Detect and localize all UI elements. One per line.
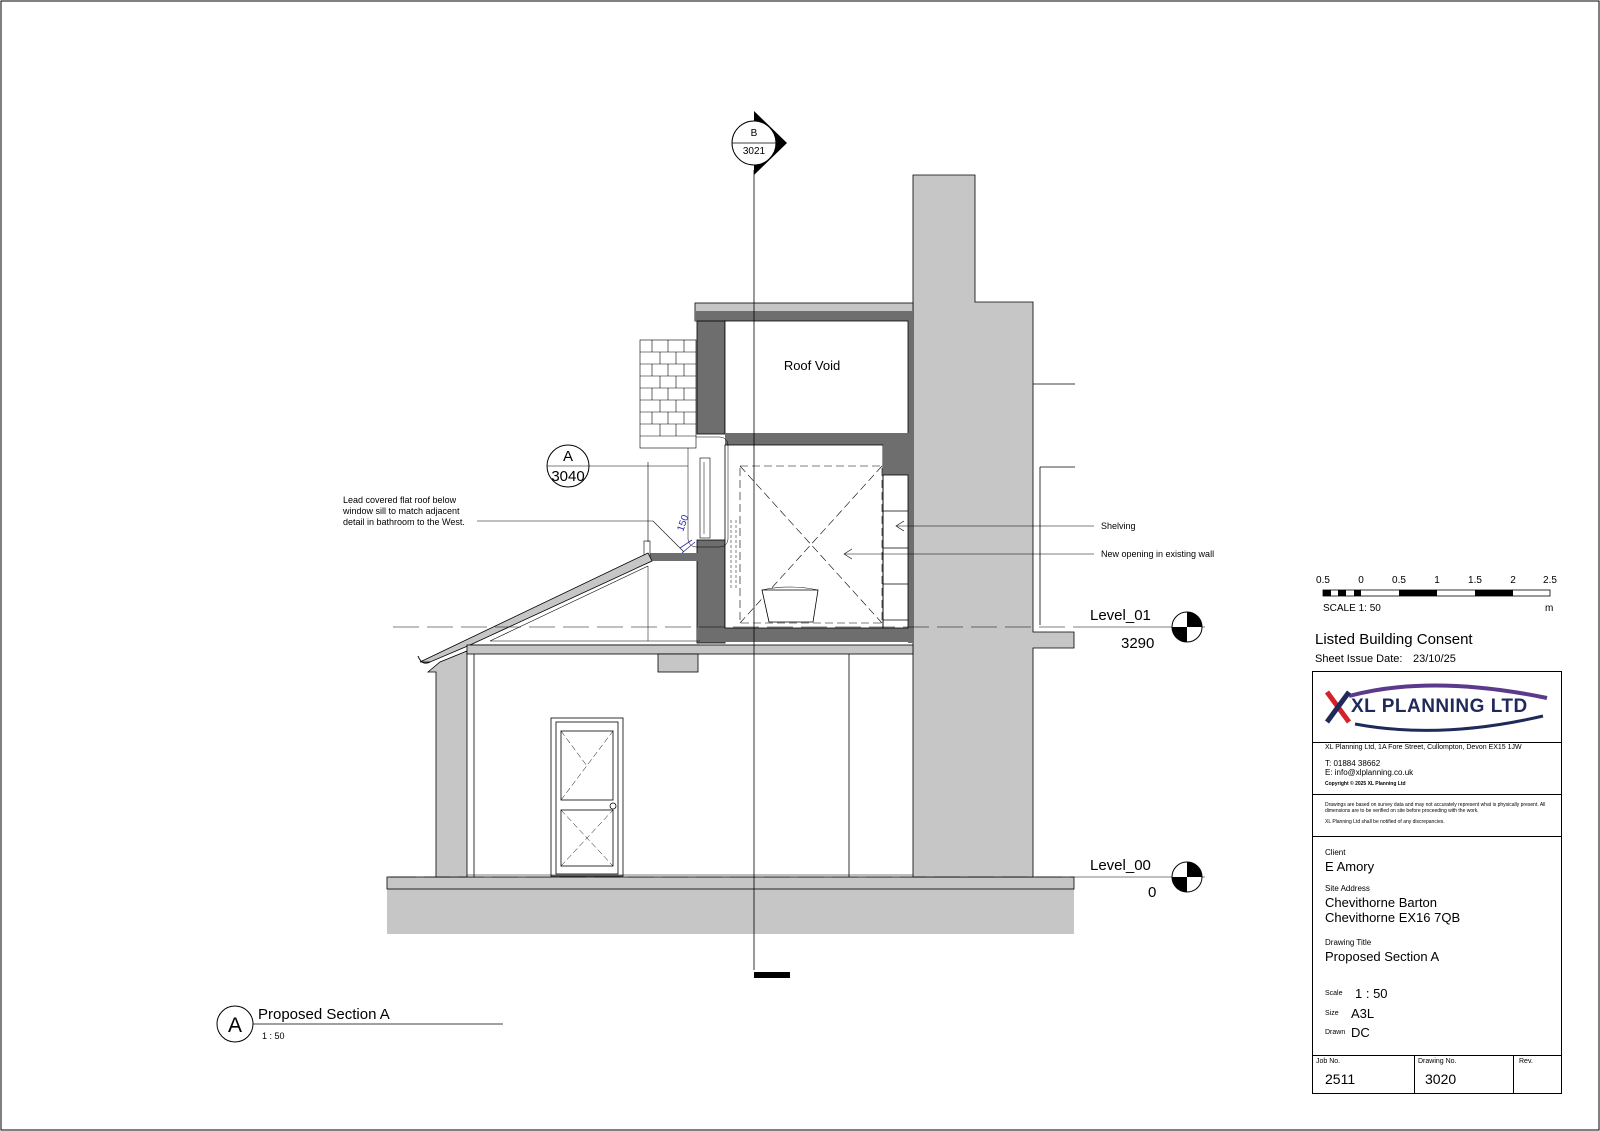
void-floor [725,433,914,445]
beam-downstand [658,654,698,672]
site-address-line-2: Chevithorne EX16 7QB [1325,910,1461,925]
callout-sheet: 3040 [551,468,585,485]
rev-label: Rev. [1519,1058,1533,1065]
disclaimer-1: Drawings are based on survey data and may not accurately represent what is physically present. All dimensions are to be verified on site before proceeding with the work. [1325,802,1546,814]
room-right-pier [883,445,908,475]
drawn-label: Drawn [1325,1029,1346,1036]
roof-slab-dark [695,311,913,321]
company-email: E: info@xlplanning.co.uk [1325,768,1414,777]
level-00-value: 0 [1148,884,1157,901]
scale-tick-5: 1.5 [1468,575,1482,586]
scale-label: Scale [1325,990,1343,997]
scale-bar-label: SCALE 1: 50 [1323,603,1381,614]
company-phone: T: 01884 38662 [1325,759,1381,768]
job-no: 2511 [1325,1071,1356,1087]
company-address: XL Planning Ltd, 1A Fore Street, Cullompton, Devon EX15 1JW [1325,744,1522,751]
drawing-no-label: Drawing No. [1418,1058,1457,1065]
dimension-150-text: 150 [675,513,692,534]
logo-text: XL PLANNING LTD [1351,696,1528,717]
basin [762,590,818,622]
site-address-line-1: Chevithorne Barton [1325,895,1438,910]
leader-lead-roof [477,521,684,552]
company-copyright: Copyright © 2025 XL Planning Ltd [1325,781,1406,787]
size-value: A3L [1351,1006,1375,1021]
scale-tick-3: 0.5 [1392,575,1406,586]
scale-tick-2: 0 [1358,575,1364,586]
title-block-col-divider [1513,1055,1514,1094]
scale-bar-unit: m [1545,603,1554,614]
scale-tick-7: 2.5 [1543,575,1557,586]
ground-floor-door [551,718,623,876]
title-block [1312,671,1562,1094]
scale-tick-6: 2 [1510,575,1516,586]
issue-date: 23/10/25 [1413,653,1456,665]
shelving-unit [883,475,908,628]
scale-tick-4: 1 [1434,575,1440,586]
title-block-divider [1313,742,1561,743]
upper-right-wall [908,321,914,643]
first-floor-slab [467,645,913,654]
level-01-value: 3290 [1121,635,1155,652]
lead-flat-roof [650,553,698,561]
drawing-title-label: Drawing Title [1325,938,1372,947]
drawing-no: 3020 [1425,1071,1457,1087]
room-floor [697,628,914,642]
roof-void-label: Roof Void [783,358,841,373]
level-01-name: Level_01 [1090,607,1151,624]
ground-band [387,888,1074,934]
site-address-label: Site Address [1325,884,1370,893]
section-marker-b-letter: B [750,128,758,139]
job-no-label: Job No. [1316,1058,1341,1065]
annotation-new-opening: New opening in existing wall [1101,549,1215,559]
tile-hanging [640,340,696,448]
roof-void-room [725,321,908,434]
drawn-value: DC [1351,1025,1370,1040]
level-00-name: Level_00 [1090,857,1151,874]
company-logo [1321,678,1557,738]
consent-title: Listed Building Consent [1315,631,1473,648]
room-left-wall [697,540,725,643]
title-block-divider [1313,1055,1561,1056]
annotation-lead-roof-1: Lead covered flat roof below [343,495,457,505]
callout-letter: A [562,448,574,465]
size-label: Size [1325,1010,1339,1017]
title-block-divider [1313,794,1561,795]
annotation-shelving: Shelving [1101,521,1136,531]
title-block-col-divider [1414,1055,1415,1094]
annotation-lead-roof-3: detail in bathroom to the West. [343,517,465,527]
ground-left-wall [428,651,467,877]
scale-bar [1323,590,1550,596]
view-title-scale: 1 : 50 [262,1031,285,1041]
section-line-b-end [754,972,790,978]
level-00-target [1172,862,1202,892]
issue-date-label: Sheet Issue Date: [1315,653,1403,665]
disclaimer-2: XL Planning Ltd shall be notified of any discrepancies. [1325,819,1445,825]
section-marker-b-sheet: 3021 [742,146,766,157]
level-01-target [1172,612,1202,642]
view-title-letter: A [227,1014,243,1037]
ground-floor-slab [387,877,1074,889]
client-label: Client [1325,848,1346,857]
window-frame [700,458,710,538]
client-name: E Amory [1325,859,1375,874]
view-title-name: Proposed Section A [258,1006,390,1023]
scale-value: 1 : 50 [1355,986,1388,1001]
annotation-lead-roof-2: window sill to match adjacent [343,506,460,516]
section-marker-b [732,111,787,175]
upper-left-wall [697,321,725,434]
title-block-divider [1313,836,1561,837]
scale-tick-1: 0.5 [1316,575,1330,586]
drawing-title: Proposed Section A [1325,949,1440,964]
